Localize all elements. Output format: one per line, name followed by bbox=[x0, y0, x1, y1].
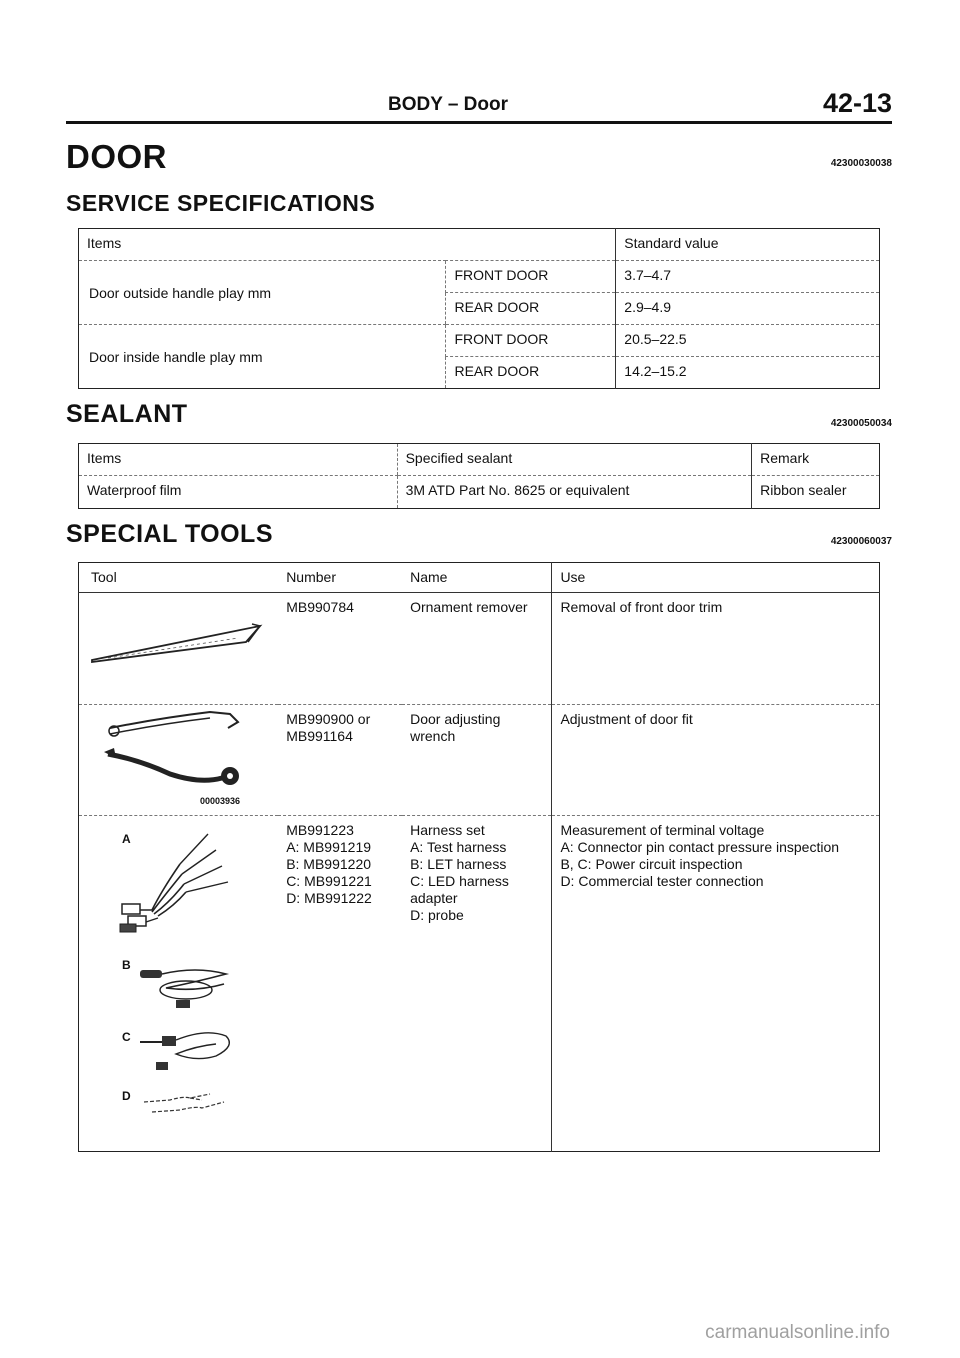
sealant-header-remark: Remark bbox=[752, 444, 880, 476]
tool-use: Measurement of terminal voltage A: Connector pin contact pressure inspection B, C: Power circuit inspection D: Commercial tester connection bbox=[552, 816, 880, 1152]
harness-label-a: A bbox=[122, 832, 131, 846]
spec-item: Door inside handle play mm bbox=[89, 348, 263, 365]
tool-use: Removal of front door trim bbox=[552, 593, 880, 705]
tool-name: Door adjusting wrench bbox=[402, 705, 552, 816]
let-harness-figure bbox=[136, 960, 246, 1020]
led-harness-adapter-figure bbox=[136, 1022, 246, 1082]
test-harness-figure bbox=[112, 830, 242, 940]
tool-name: Harness set A: Test harness B: LET harness C: LED harness adapter D: probe bbox=[410, 822, 509, 923]
sealant-code: 42300050034 bbox=[830, 418, 892, 429]
wrench-figure-code: 00003936 bbox=[200, 796, 241, 806]
door-wrench-figure bbox=[100, 700, 250, 790]
page-number: 42-13 bbox=[822, 88, 892, 118]
section-code: 42300030038 bbox=[830, 158, 892, 169]
ornament-remover-figure bbox=[88, 612, 268, 672]
tools-header-tool: Tool bbox=[79, 563, 279, 593]
footer-watermark: carmanualsonline.info bbox=[705, 1322, 890, 1343]
sealant-item: Waterproof film bbox=[87, 482, 182, 498]
tool-number: MB990784 bbox=[278, 593, 402, 705]
special-tools-title: SPECIAL TOOLS bbox=[66, 520, 274, 548]
spec-item: Door outside handle play mm bbox=[79, 261, 446, 325]
spec-front-value: 3.7–4.7 bbox=[616, 261, 880, 293]
special-tools-code: 42300060037 bbox=[830, 536, 892, 547]
sealant-product: 3M ATD Part No. 8625 or equivalent bbox=[397, 476, 752, 509]
spec-front-label: FRONT DOOR bbox=[446, 261, 616, 293]
harness-label-b: B bbox=[122, 958, 131, 972]
spec-rear-value: 14.2–15.2 bbox=[616, 357, 880, 389]
tool-number: MB991223 A: MB991219 B: MB991220 C: MB991221 D: MB991222 bbox=[286, 822, 372, 906]
sealant-header-sealant: Specified sealant bbox=[397, 444, 752, 476]
col-items: Items bbox=[79, 229, 616, 261]
tool-number: MB990900 or MB991164 bbox=[278, 705, 402, 816]
sealant-table bbox=[78, 443, 880, 509]
harness-label-c: C bbox=[122, 1030, 131, 1044]
harness-label-d: D bbox=[122, 1089, 131, 1103]
tool-use: Adjustment of door fit bbox=[552, 705, 880, 816]
service-specs-title: SERVICE SPECIFICATIONS bbox=[66, 190, 376, 216]
tools-header-name: Name bbox=[402, 563, 552, 593]
spec-front-label: FRONT DOOR bbox=[446, 325, 616, 357]
sealant-title: SEALANT bbox=[66, 400, 188, 428]
header-title: BODY – Door bbox=[388, 94, 509, 115]
tool-name: Ornament remover bbox=[402, 593, 552, 705]
spec-rear-label: REAR DOOR bbox=[446, 357, 616, 389]
tools-header-number: Number bbox=[278, 563, 402, 593]
probe-figure bbox=[140, 1088, 240, 1128]
spec-rear-value: 2.9–4.9 bbox=[616, 293, 880, 325]
sealant-header-items: Items bbox=[79, 444, 398, 476]
service-specs-table bbox=[78, 228, 880, 389]
header-rule bbox=[66, 121, 892, 124]
sealant-remark: Ribbon sealer bbox=[752, 476, 880, 509]
spec-front-value: 20.5–22.5 bbox=[616, 325, 880, 357]
spec-rear-label: REAR DOOR bbox=[446, 293, 616, 325]
section-title: DOOR bbox=[66, 138, 167, 175]
tools-header-use: Use bbox=[552, 563, 880, 593]
col-standard-value: Standard value bbox=[616, 229, 880, 261]
